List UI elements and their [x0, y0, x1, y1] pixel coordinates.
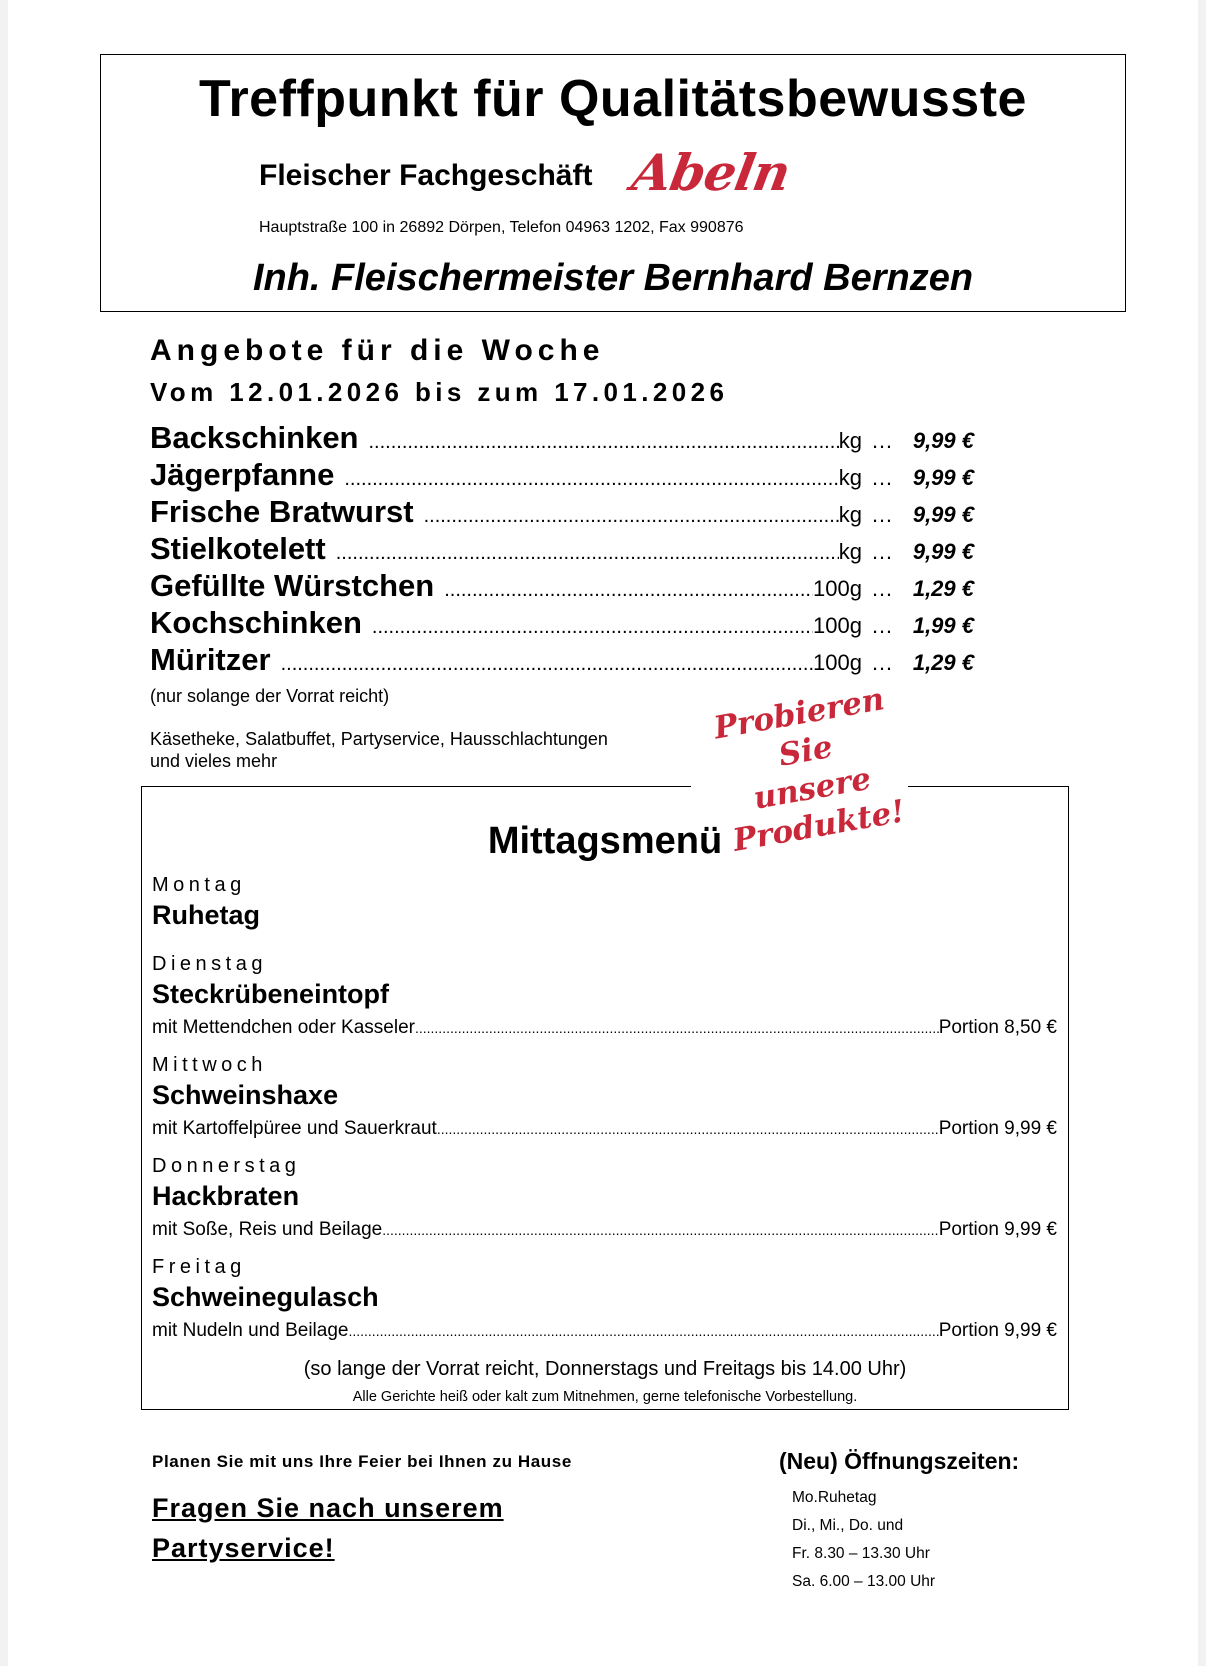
dot-leader	[382, 1222, 938, 1238]
day-label: Dienstag	[152, 953, 267, 975]
offer-price: 1,99 €	[912, 613, 974, 638]
day-dish: Schweinshaxe	[152, 1080, 339, 1110]
day-detail-line	[152, 1320, 1057, 1342]
offer-price: 9,99 €	[912, 539, 974, 564]
offer-row	[150, 605, 974, 642]
offer-unit: kg	[838, 539, 862, 564]
day-detail-line	[152, 1219, 1057, 1241]
flyer-page	[8, 0, 1198, 1666]
extras-line-2: und vieles mehr	[150, 751, 278, 771]
offer-unit: kg	[838, 428, 862, 453]
day-detail-line	[152, 1118, 1057, 1140]
day-description: mit Kartoffelpüree und Sauerkraut	[152, 1118, 437, 1139]
opening-hours	[792, 1484, 935, 1596]
offer-separator: …	[871, 650, 893, 675]
day-price: Portion 9,99 €	[938, 1219, 1057, 1240]
offer-row	[150, 642, 974, 679]
menu-day	[152, 1054, 1057, 1140]
stamp-line-2: unsere Produkte!	[730, 760, 908, 859]
offer-name: Backschinken	[150, 420, 359, 455]
abeln-logo: Abeln	[627, 143, 795, 202]
partyservice-text	[152, 1488, 504, 1568]
offer-name: Gefüllte Würstchen	[150, 568, 435, 603]
offers-note: (nur solange der Vorrat reicht)	[150, 686, 390, 706]
offer-name: Jägerpfanne	[150, 457, 335, 492]
offer-unit: 100g	[813, 650, 862, 675]
day-description: mit Nudeln und Beilage	[152, 1320, 349, 1341]
offer-price: 1,29 €	[912, 576, 974, 601]
offer-name: Frische Bratwurst	[150, 494, 414, 529]
menu-title: Mittagsmenü	[487, 820, 723, 862]
header-address: Hauptstraße 100 in 26892 Dörpen, Telefon 04963 1202, Fax 990876	[259, 219, 744, 236]
hours-line: Di., Mi., Do. und	[792, 1517, 904, 1534]
offer-price: 9,99 €	[912, 428, 974, 453]
day-price: Portion 9,99 €	[938, 1118, 1057, 1139]
dot-leader	[348, 1323, 938, 1339]
opening-hours-title: (Neu) Öffnungszeiten:	[779, 1448, 1020, 1474]
header-owner: Inh. Fleischermeister Bernhard Bernzen	[252, 257, 974, 299]
day-label: Montag	[152, 874, 246, 896]
offer-price: 1,29 €	[912, 650, 974, 675]
offer-row	[150, 531, 974, 568]
menu-note: (so lange der Vorrat reicht, Donnerstags und Freitags bis 14.00 Uhr)	[303, 1358, 907, 1380]
day-label: Donnerstag	[152, 1155, 301, 1177]
offer-separator: …	[871, 428, 893, 453]
offer-separator: …	[871, 502, 893, 527]
stamp-line-1: Probieren Sie	[711, 681, 887, 774]
offer-separator: …	[871, 576, 893, 601]
menu-day	[152, 874, 1057, 932]
day-description: mit Mettendchen oder Kasseler	[152, 1017, 415, 1038]
header-box	[100, 54, 1126, 312]
offer-row	[150, 494, 974, 531]
hours-line: Fr. 8.30 – 13.30 Uhr	[792, 1545, 930, 1562]
offer-price: 9,99 €	[912, 465, 974, 490]
dot-leader	[444, 579, 813, 602]
day-description: mit Soße, Reis und Beilage	[152, 1219, 383, 1240]
dot-leader	[415, 1020, 939, 1036]
day-dish: Hackbraten	[152, 1181, 300, 1211]
party-line-1: Fragen Sie nach unserem	[152, 1493, 504, 1523]
day-price: Portion 9,99 €	[938, 1320, 1057, 1341]
offer-name: Stielkotelett	[150, 531, 326, 566]
dot-leader	[369, 431, 839, 454]
day-dish: Schweinegulasch	[152, 1282, 379, 1312]
day-price: Portion 8,50 €	[938, 1017, 1057, 1038]
offers-extras	[150, 728, 670, 772]
offer-name: Kochschinken	[150, 605, 362, 640]
hours-line: Sa. 6.00 – 13.00 Uhr	[792, 1573, 936, 1590]
offer-list	[150, 420, 974, 679]
offers-title: Angebote für die Woche	[150, 334, 605, 367]
day-label: Freitag	[152, 1256, 246, 1278]
extras-line-1: Käsetheke, Salatbuffet, Partyservice, Hausschlachtungen	[150, 729, 608, 749]
dot-leader	[437, 1121, 939, 1137]
plan-text: Planen Sie mit uns Ihre Feier bei Ihnen zu Hause	[152, 1452, 572, 1471]
offer-row	[150, 568, 974, 605]
day-detail-line	[152, 1017, 1057, 1039]
day-label: Mittwoch	[152, 1054, 267, 1076]
menu-day	[152, 1256, 1057, 1342]
header-subtitle: Fleischer Fachgeschäft	[259, 159, 593, 192]
offer-separator: …	[871, 539, 893, 564]
day-dish: Ruhetag	[152, 900, 260, 930]
offer-unit: 100g	[813, 576, 862, 601]
offer-separator: …	[871, 465, 893, 490]
menu-small-note: Alle Gerichte heiß oder kalt zum Mitnehmen, gerne telefonische Vorbestellung.	[352, 1389, 858, 1405]
dot-leader	[372, 616, 813, 639]
menu-day	[152, 1155, 1057, 1241]
offer-price: 9,99 €	[912, 502, 974, 527]
dot-leader	[336, 542, 839, 565]
offers-date-range: Vom 12.01.2026 bis zum 17.01.2026	[150, 377, 729, 407]
dot-leader	[344, 468, 838, 491]
day-dish: Steckrübeneintopf	[152, 979, 390, 1009]
header-title: Treffpunkt für Qualitätsbewusste	[199, 70, 1027, 128]
offer-separator: …	[871, 613, 893, 638]
offer-name: Müritzer	[150, 642, 271, 677]
offer-unit: kg	[838, 465, 862, 490]
dot-leader	[281, 653, 813, 676]
offer-row	[150, 457, 974, 494]
offer-row	[150, 420, 974, 457]
party-line-2: Partyservice!	[152, 1533, 335, 1563]
menu-day	[152, 953, 1057, 1039]
offer-unit: 100g	[813, 613, 862, 638]
hours-line: Mo.Ruhetag	[792, 1489, 877, 1506]
dot-leader	[424, 505, 839, 528]
offer-unit: kg	[838, 502, 862, 527]
lunch-menu-box	[141, 786, 1069, 1410]
